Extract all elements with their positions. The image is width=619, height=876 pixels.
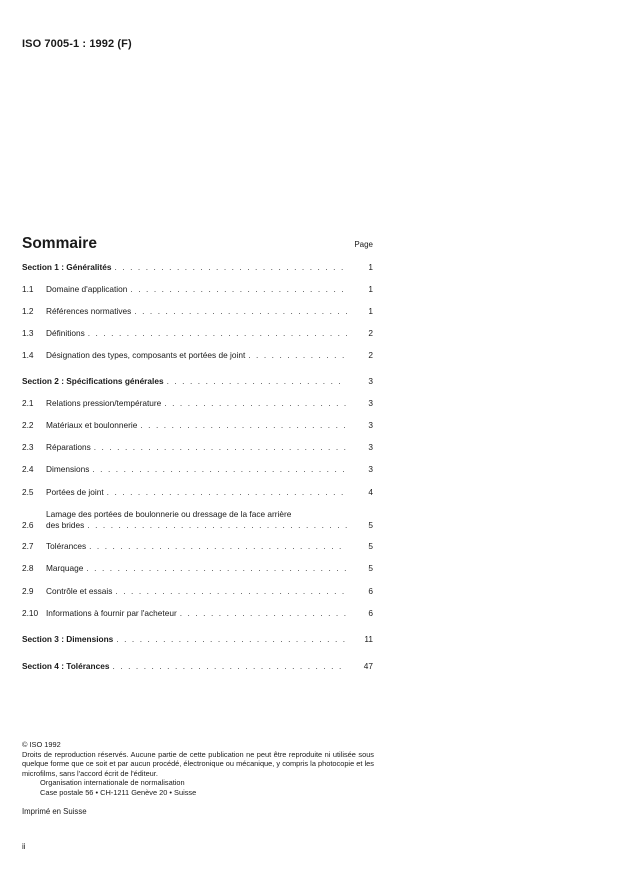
toc-item-title: Références normatives: [46, 306, 132, 316]
toc-item-title-area: [46, 487, 351, 498]
toc-item-title: Section 1 : Généralités: [22, 262, 112, 272]
toc-item-title: Définitions: [46, 328, 85, 338]
toc-item-title: Contrôle et essais: [46, 586, 113, 596]
toc-item-title-area: [46, 284, 351, 295]
toc-leader-dots: [134, 306, 347, 317]
toc-page-label: Page: [354, 240, 373, 249]
toc-item-row: [22, 509, 373, 531]
toc-page-number: 3: [368, 464, 373, 474]
toc-page-number: 3: [368, 442, 373, 452]
toc-item-title-area: [46, 563, 351, 574]
toc-page-number: 4: [368, 487, 373, 497]
toc-item-row: [22, 608, 373, 619]
toc-item-title: Relations pression/température: [46, 398, 162, 408]
toc-page-number: 6: [368, 586, 373, 596]
copyright-line: © ISO 1992: [22, 740, 61, 749]
toc-item-title-area: [46, 442, 351, 453]
toc-item-row: [22, 420, 373, 431]
toc-item-number: 1.2: [22, 306, 34, 316]
toc-leader-dots: [94, 442, 347, 453]
copyright-organization: Organisation internationale de normalisation: [40, 778, 185, 788]
toc-item-row: [22, 586, 373, 597]
toc-item-title: Matériaux et boulonnerie: [46, 420, 138, 430]
toc-item-number: 2.6: [22, 520, 34, 530]
toc-item-row: [22, 487, 373, 498]
toc-item-title-area: [46, 306, 351, 317]
toc-item-title-area: [46, 541, 351, 552]
toc-leader-dots: [87, 520, 347, 531]
toc-page-number: 47: [363, 661, 373, 671]
toc-item-title-area: [22, 262, 351, 273]
toc-page-number: 2: [368, 328, 373, 338]
page-number: ii: [22, 842, 26, 851]
toc-leader-dots: [107, 487, 347, 498]
toc-item-row: [22, 398, 373, 409]
toc-item-title: Section 2 : Spécifications générales: [22, 376, 164, 386]
toc-item-title-area: [46, 464, 351, 475]
toc-leader-dots: [140, 420, 347, 431]
toc-item-title-area: [46, 608, 351, 619]
toc-item-title-area: [46, 586, 351, 597]
copyright-notice: [22, 740, 374, 798]
toc-page-number: 5: [368, 541, 373, 551]
toc-leader-dots: [164, 398, 347, 409]
toc-leader-dots: [112, 661, 347, 672]
toc-page-number: 5: [368, 520, 373, 530]
toc-item-title: Marquage: [46, 563, 84, 573]
toc-item-row: [22, 328, 373, 339]
toc-item-title: Dimensions: [46, 464, 90, 474]
toc-leader-dots: [89, 541, 347, 552]
toc-leader-dots: [114, 262, 347, 273]
toc-section-row: [22, 376, 373, 387]
toc-item-title: Section 3 : Dimensions: [22, 634, 114, 644]
toc-page-number: 1: [368, 284, 373, 294]
toc-item-number: 2.7: [22, 541, 34, 551]
toc-page-number: 6: [368, 608, 373, 618]
toc-item-title: Domaine d'application: [46, 284, 128, 294]
toc-item-title: Informations à fournir par l'acheteur: [46, 608, 177, 618]
toc-item-number: 1.3: [22, 328, 34, 338]
toc-item-number: 2.1: [22, 398, 34, 408]
toc-item-title: Désignation des types, composants et portées de joint: [46, 350, 246, 360]
toc-leader-dots: [167, 376, 347, 387]
toc-item-title-area: [46, 328, 351, 339]
toc-page-number: 1: [368, 306, 373, 316]
toc-item-row: [22, 284, 373, 295]
toc-item-number: 2.10: [22, 608, 39, 618]
toc-section-row: [22, 634, 373, 645]
toc-item-number: 2.3: [22, 442, 34, 452]
toc-page-number: 11: [364, 634, 373, 644]
toc-leader-dots: [115, 586, 347, 597]
toc-item-number: 1.1: [22, 284, 34, 294]
copyright-rights-text: Droits de reproduction réservés. Aucune partie de cette publication ne peut être reproduite ni utilisée sous quelque forme que ce soit et par aucun procédé, électronique ou mécanique, y compris la photocopie et les microfilms, sans l'accord écrit de l'éditeur.: [22, 749, 374, 778]
toc-item-number: 2.9: [22, 586, 34, 596]
toc-section-row: [22, 262, 373, 273]
toc-page-number: 2: [368, 350, 373, 360]
printed-in: Imprimé en Suisse: [22, 807, 87, 816]
toc-item-title-area: [22, 661, 351, 672]
toc-title: Sommaire: [22, 235, 97, 252]
toc-item-title: Section 4 : Tolérances: [22, 661, 110, 671]
toc-item-number: 1.4: [22, 350, 34, 360]
toc-item-title-area: [22, 634, 351, 645]
toc-leader-dots: [248, 350, 347, 361]
toc-item-title-area: [22, 376, 351, 387]
toc-item-number: 2.4: [22, 464, 34, 474]
toc-item-row: [22, 541, 373, 552]
toc-section-row: [22, 661, 373, 672]
toc-item-number: 2.8: [22, 563, 34, 573]
toc-leader-dots: [86, 563, 347, 574]
toc-page-number: 5: [368, 563, 373, 573]
toc-item-title: Réparations: [46, 442, 91, 452]
toc-leader-dots: [130, 284, 347, 295]
toc-item-row: [22, 464, 373, 475]
toc-page-number: 3: [368, 376, 373, 386]
toc-item-row: [22, 563, 373, 574]
toc-item-number: 2.2: [22, 420, 34, 430]
toc-item-title: Lamage des portées de boulonnerie ou dressage de la face arrière: [46, 509, 292, 519]
toc-item-row: [22, 442, 373, 453]
toc-item-row: [22, 306, 373, 317]
toc-item-title-continued: des brides: [46, 520, 85, 530]
toc-item-title: Tolérances: [46, 541, 87, 551]
toc-item-title: Portées de joint: [46, 487, 104, 497]
toc-page-number: 3: [368, 398, 373, 408]
toc-item-row: [22, 350, 373, 361]
toc-item-title-area: [46, 420, 351, 431]
document-header: ISO 7005-1 : 1992 (F): [22, 38, 132, 50]
copyright-address: Case postale 56 • CH-1211 Genève 20 • Suisse: [40, 787, 197, 797]
toc-leader-dots: [116, 634, 347, 645]
toc-item-number: 2.5: [22, 487, 34, 497]
toc-leader-dots: [92, 464, 347, 475]
toc-item-title-area: [46, 509, 351, 531]
toc-leader-dots: [180, 608, 347, 619]
toc-item-title-area: [46, 398, 351, 409]
toc-item-title-area: [46, 350, 351, 361]
toc-leader-dots: [88, 328, 347, 339]
toc-page-number: 1: [368, 262, 373, 272]
toc-page-number: 3: [368, 420, 373, 430]
